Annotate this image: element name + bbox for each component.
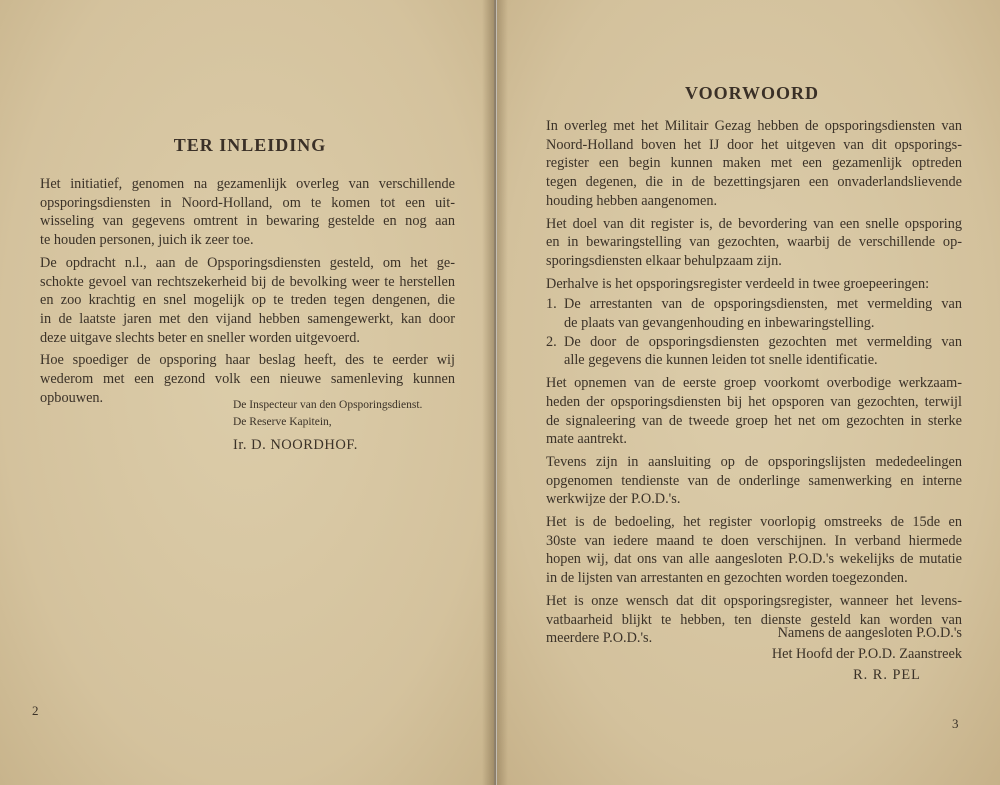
text-line: hopen wij, dat ons van alle aangesloten P.O.D.'s wekelijks de mutatie: [546, 551, 962, 568]
text-line: schokte gevoel van rechtszekerheid bij de bevolking weer te herstellen: [40, 273, 455, 290]
right-page-body: [546, 117, 962, 652]
text-line: en zoo krachtig en snel mogelijk op te treden tegen dengenen, die: [40, 292, 455, 309]
page-number: 2: [32, 703, 39, 718]
signature-line-1: De Inspecteur van den Opsporingsdienst.: [233, 399, 423, 411]
text-line: houding hebben aangenomen.: [546, 192, 718, 209]
paragraph: [546, 275, 962, 294]
text-line: Het opnemen van de eerste groep voorkomt overbodige werkzaam-: [546, 375, 962, 392]
list-number: 2.: [546, 333, 557, 350]
text-line: mate aantrekt.: [546, 431, 627, 448]
text-line: Hoe spoediger de opsporing haar beslag heeft, des te eerder wij: [40, 352, 455, 369]
paragraph: [546, 374, 962, 449]
list-item: [546, 333, 962, 374]
signature-line-2: Het Hoofd der P.O.D. Zaanstreek: [771, 646, 962, 662]
right-page-title: VOORWOORD: [684, 83, 819, 103]
text-line: en in bewaringstelling van gezochten, waarbij de verschillende op-: [546, 234, 962, 251]
text-line: de plaats van gevangenhouding en inbewaringstelling.: [564, 315, 875, 332]
text-line: Het is de bedoeling, het register voorlopig omstreeks de 15de en: [546, 514, 962, 531]
paragraph: [546, 453, 962, 509]
signature-name: Ir. D. NOORDHOF.: [233, 437, 358, 453]
text-line: De door de opsporingsdiensten gezochten met vermelding van: [564, 333, 962, 350]
text-line: Het initiatief, genomen na gezamenlijk overleg van verschillende: [40, 176, 455, 192]
paragraph: [546, 215, 962, 271]
text-line: In overleg met het Militair Gezag hebben de opsporingsdiensten van: [546, 118, 962, 134]
text-line: Derhalve is het opsporingsregister verdeeld in twee groepeeringen:: [546, 275, 930, 292]
text-line: opgenomen tendienste van de onderlinge samenwerking en interne: [546, 472, 962, 489]
left-page: [0, 0, 494, 785]
text-line: 30ste van iedere maand te doen verschijnen. In verband hiermede: [546, 532, 962, 549]
paragraph: [546, 513, 962, 588]
signature-line-2: De Reserve Kapitein,: [233, 416, 332, 428]
signature-name: R. R. PEL: [853, 667, 921, 683]
right-signature: [752, 623, 962, 686]
text-line: alle gegevens die kunnen leiden tot snelle identificatie.: [564, 352, 878, 369]
text-line: de signaleering van de tweede groep het net om gezochten in sterke: [546, 412, 962, 429]
text-line: De opdracht n.l., aan de Opsporingsdiensten gesteld, om het ge-: [40, 254, 455, 271]
right-page: [497, 0, 1000, 785]
list-item: [546, 295, 962, 332]
paragraph: [564, 333, 962, 370]
paragraph: [40, 175, 455, 250]
text-line: werkwijze der P.O.D.'s.: [546, 491, 681, 508]
text-line: Noord-Holland boven het IJ door het uitgeven van dit opsporings-: [546, 136, 962, 153]
text-line: meerdere P.O.D.'s.: [546, 630, 653, 647]
text-line: heden der opsporingsdiensten bij het opsporen van gezochten, terwijl: [546, 393, 962, 410]
left-signature-title: [233, 397, 422, 431]
paragraph: [40, 254, 455, 348]
left-page-body: [40, 175, 455, 411]
signature-line-1: Namens de aangesloten P.O.D.'s: [777, 625, 962, 641]
text-line: Tevens zijn in aansluiting op de opsporingslijsten mededeelingen: [546, 453, 962, 470]
text-line: in de laatste jaren met den vijand hebben samengewerkt, kan door: [40, 310, 455, 327]
text-line: De arrestanten van de opsporingsdiensten, met vermelding van: [564, 296, 962, 313]
text-line: Het is onze wensch dat dit opsporingsregister, wanneer het levens-: [546, 592, 962, 609]
text-line: tegen degenen, die in de bezettingsjaren een onvaderlandslievende: [546, 174, 962, 191]
text-line: wederom met een gezond volk een nieuwe samenleving kunnen: [40, 371, 455, 388]
text-line: in de lijsten van arrestanten en gezochten worden toegezonden.: [546, 570, 908, 587]
text-line: opbouwen.: [40, 389, 104, 406]
left-page-title: TER INLEIDING: [173, 135, 327, 155]
text-line: te houden personen, juich ik zeer toe.: [40, 232, 254, 249]
page-number: 3: [952, 716, 959, 731]
book-gutter: [482, 0, 508, 785]
text-line: sporingsdiensten elkaar behulpzaam zijn.: [546, 252, 782, 269]
list-number: 1.: [546, 296, 557, 313]
text-line: wisseling van gegevens omtrent in bewaring gestelde en nog aan: [40, 213, 455, 230]
text-line: register een begin kunnen maken met een gezamenlijk optreden: [546, 155, 962, 172]
paragraph: [564, 295, 962, 332]
text-line: Het doel van dit register is, de bevordering van een snelle opsporing: [546, 215, 962, 232]
text-line: opsporingsdiensten in Noord-Holland, om te komen tot een uit-: [40, 194, 455, 211]
text-line: deze uitgave slechts beter en sneller worden uitgevoerd.: [40, 329, 360, 346]
text-line: vatbaarheid blijkt te hebben, ten dienste gesteld kan worden van: [546, 611, 962, 628]
paragraph: [546, 117, 962, 211]
